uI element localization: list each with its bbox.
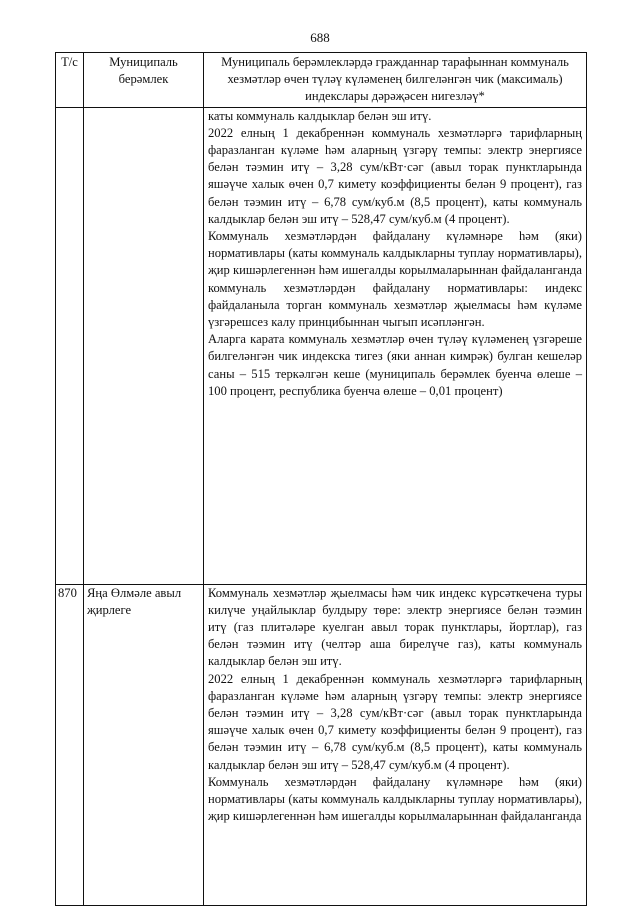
table-row bbox=[56, 107, 587, 584]
paragraph: 2022 елның 1 декабреннән коммуналь хезмәтләргә тарифларның фаразланган күләме һәм аларның үзгәрү темпы: электр энергиясе белән тәэмин итү – 3,28 сум/кВт·сәг (авыл торак пунктларында яшәүче халык өчен 0,7 кимету коэффициенты белән 9 процент), газ белән тәэмин итү – 6,78 сум/куб.м (8,5 процент), каты коммуналь калдыклар белән эш итү – 528,47 сум/куб.м (4 процент). bbox=[208, 671, 582, 772]
row-description bbox=[204, 107, 587, 584]
table-header-row bbox=[56, 53, 587, 108]
table-row bbox=[56, 584, 587, 905]
indices-table bbox=[55, 52, 587, 906]
paragraph: Коммуналь хезмәтләр җыелмасы һәм чик индекс күрсәткечена туры килүче уңайлыклар булдыру төре: электр энергиясе белән тәэмин итү (газ плитәләре куелган авыл торак пунктлары, йортлар), газ белән тәэмин итү (челтәр аша бирелүче газ), каты коммуналь калдыклар белән эш итү. bbox=[208, 585, 582, 669]
paragraph: каты коммуналь калдыклар белән эш итү. bbox=[208, 108, 432, 123]
page-number: 688 bbox=[310, 30, 330, 45]
row-number: 870 bbox=[56, 584, 84, 905]
paragraph: 2022 елның 1 декабреннән коммуналь хезмәтләргә тарифларның фаразланган күләме һәм аларның үзгәрү темпы: электр энергиясе белән тәэмин итү – 3,28 сум/кВт·сәг (авыл торак пунктларында яшәүче халык өчен 0,7 кимету коэффициенты белән 9 процент), газ белән тәэмин итү – 6,78 сум/куб.м (8,5 процент), каты коммуналь калдыклар белән эш итү – 528,47 сум/куб.м (4 процент). bbox=[208, 125, 582, 226]
row-municipality bbox=[84, 107, 204, 584]
row-municipality: Яңа Өлмәле авыл җирлеге bbox=[84, 584, 204, 905]
header-number: Т/с bbox=[56, 53, 84, 108]
paragraph: Коммуналь хезмәтләрдән файдалану күләмнәре һәм (яки) нормативлары (каты коммуналь калдыкларны туплау нормативлары), җир кишәрлегеннән һәм ишегалды корылмаларыннан файдаланганда коммуналь хезмәтләрдән файдалану нормативлары: индекс файдаланыла торган коммуналь хезмәтләр җыелмасы һәм күләме үзгәрешсез калу принцибыннан чыгып исәпләнгән. bbox=[208, 229, 582, 330]
paragraph: Аларга карата коммуналь хезмәтләр өчен түләү күләменең үзгәреше билгеләнгән чик индекска тигез (яки аннан кимрәк) булган кешеләр саны – 515 теркәлгән кеше (муниципаль берәмлек буенча өлеше – 100 процент, республика буенча өлеше – 0,01 процент) bbox=[208, 332, 582, 398]
header-municipality: Муниципаль берәмлек bbox=[84, 53, 204, 108]
row-number bbox=[56, 107, 84, 584]
row-description bbox=[204, 584, 587, 905]
paragraph: Коммуналь хезмәтләрдән файдалану күләмнәре һәм (яки) нормативлары (каты коммуналь калдыкларны туплау нормативлары), җир кишәрлегеннән һәм ишегалды корылмаларыннан файдаланганда bbox=[208, 774, 582, 824]
header-indices: Муниципаль берәмлекләрдә гражданнар тарафыннан коммуналь хезмәтләр өчен түләү күләменең билгеләнгән чик (максималь) индекслары дәрәҗәсен нигезләү* bbox=[204, 53, 587, 108]
